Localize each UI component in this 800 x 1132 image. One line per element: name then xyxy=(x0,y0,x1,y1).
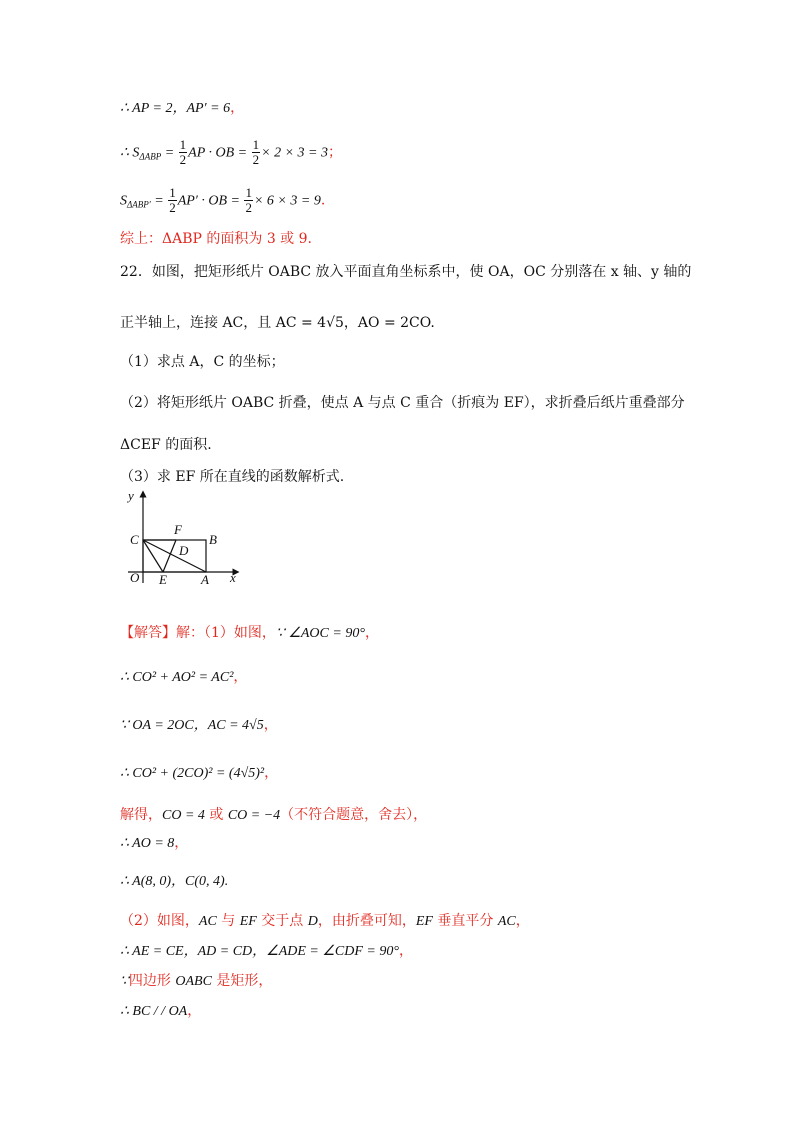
solution-positive: CO = 4 xyxy=(162,808,205,823)
label-e: E xyxy=(159,572,167,587)
oabc-label: OABC xyxy=(175,974,212,989)
answer-step6 xyxy=(120,833,188,854)
area-symbol: ∴ S xyxy=(120,145,140,161)
area-middle: AP · OB = xyxy=(188,145,251,161)
label-f: F xyxy=(174,522,182,537)
step-ap-values xyxy=(120,98,244,119)
area-middle: AP′ · OB = xyxy=(177,193,244,209)
area-result: × 6 × 3 = 9 xyxy=(253,193,321,209)
quadrilateral-label: 四边形 xyxy=(128,973,176,989)
part2-step4-tail: ， xyxy=(187,1003,202,1019)
question-22-line1: 22．如图，把矩形纸片 OABC 放入平面直角坐标系中，使 OA，OC 分别落在 x 轴、y 轴的 xyxy=(120,264,692,280)
answer-step6-tail: ， xyxy=(174,835,189,851)
answer-step1-math: ∵ ∠AOC = 90° xyxy=(275,626,365,641)
label-a: A xyxy=(201,572,209,587)
area-result: × 2 × 3 = 3 xyxy=(261,145,328,161)
question-part2-line2: ΔCEF 的面积. xyxy=(120,437,212,453)
label-d: D xyxy=(179,543,189,558)
label-b: B xyxy=(209,532,217,547)
answer-step3 xyxy=(120,715,278,736)
geometry-figure xyxy=(110,488,260,588)
part2-step2-tail: ， xyxy=(398,943,413,959)
solve-label: 解得， xyxy=(120,807,162,823)
area-subscript: ΔABP xyxy=(139,151,162,162)
label-o: O xyxy=(130,570,140,585)
answer-step6-math: ∴ AO = 8 xyxy=(120,836,175,851)
ap-values-tail: ， xyxy=(230,100,245,116)
answer-step3-math: ∵ OA = 2OC，AC = 4√5 xyxy=(120,718,264,733)
area-subscript: ΔABP′ xyxy=(127,199,151,210)
part2-step1-tail: ， xyxy=(515,913,530,929)
answer-heading: 【解答】解：（1）如图， xyxy=(120,625,276,641)
conclusion: 综上：ΔABP 的面积为 3 或 9. xyxy=(120,231,312,247)
reject-note: （不符合题意，舍去）， xyxy=(280,807,428,823)
bisector-label: 垂直平分 xyxy=(432,913,498,929)
label-y: y xyxy=(128,488,134,503)
rectangle-label: 是矩形， xyxy=(211,973,273,989)
step-area-abp xyxy=(120,138,342,167)
coordinates-result: ∴ A(8, 0)，C(0, 4). xyxy=(120,874,229,889)
segment-ef-label: EF xyxy=(239,914,257,929)
segment-ef-label: EF xyxy=(415,914,433,929)
part2-label: （2）如图， xyxy=(120,913,199,929)
label-c: C xyxy=(130,532,139,547)
fold-note: ，由折叠可知， xyxy=(317,913,416,929)
answer-step7 xyxy=(120,871,228,892)
fraction-half: $\frac{1}{2}$ xyxy=(252,137,260,167)
answer-part2-step1 xyxy=(120,911,530,932)
and-label: 与 xyxy=(216,913,240,929)
answer-step2 xyxy=(120,667,247,688)
answer-step3-tail: ， xyxy=(263,717,278,733)
step-area-abp-prime xyxy=(120,186,325,215)
answer-step4 xyxy=(120,763,278,784)
question-part3: （3）求 EF 所在直线的函数解析式. xyxy=(120,469,345,485)
or-label: 或 xyxy=(204,807,228,823)
area-tail: ； xyxy=(327,144,342,161)
ap-values-math: ∴ AP = 2，AP′ = 6 xyxy=(120,101,231,116)
fraction-half: $\frac{1}{2}$ xyxy=(179,137,187,167)
area-symbol: S xyxy=(120,193,127,209)
answer-step1-tail: ， xyxy=(364,625,379,641)
because-symbol: ∵ xyxy=(120,974,129,989)
answer-step2-tail: ， xyxy=(233,669,248,685)
answer-step2-math: ∴ CO² + AO² = AC² xyxy=(120,670,234,685)
equal-segments: ∴ AE = CE，AD = CD，∠ADE = ∠CDF = 90° xyxy=(120,944,399,959)
segment-ac-label: AC xyxy=(497,914,516,929)
answer-part2-step3 xyxy=(120,971,272,992)
intersect-label: 交于点 xyxy=(256,913,308,929)
point-d-label: D xyxy=(307,914,318,929)
area-tail: . xyxy=(320,192,326,209)
solution-negative: CO = −4 xyxy=(227,808,281,823)
question-part1: （1）求点 A，C 的坐标； xyxy=(120,354,285,370)
equals: = xyxy=(161,145,178,161)
answer-step4-tail: ， xyxy=(264,765,279,781)
fraction-half: $\frac{1}{2}$ xyxy=(169,185,176,215)
answer-step1 xyxy=(120,623,379,644)
label-x: x xyxy=(230,570,236,585)
answer-step4-math: ∴ CO² + (2CO)² = (4√5)² xyxy=(120,766,265,781)
answer-step5 xyxy=(120,805,427,826)
segment-ac-label: AC xyxy=(198,914,217,929)
answer-part2-step4 xyxy=(120,1001,201,1022)
parallel-statement: ∴ BC / / OA xyxy=(120,1004,188,1019)
fraction-half: $\frac{1}{2}$ xyxy=(245,185,252,215)
question-22-line2: 正半轴上，连接 AC，且 AC = 4√5，AO = 2CO. xyxy=(120,315,435,331)
question-part2-line1: （2）将矩形纸片 OABC 折叠，使点 A 与点 C 重合（折痕为 EF），求折叠后纸片重叠部分 xyxy=(120,395,685,411)
equals: = xyxy=(150,193,168,209)
answer-part2-step2 xyxy=(120,941,413,962)
